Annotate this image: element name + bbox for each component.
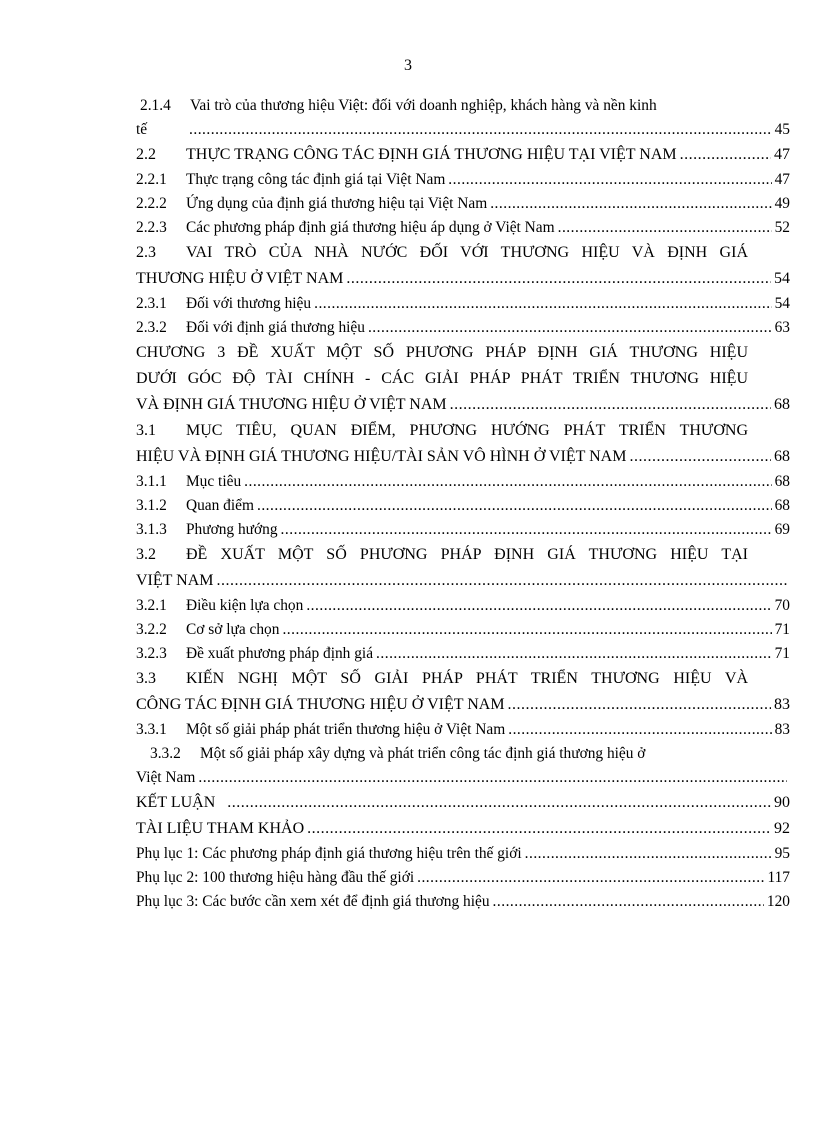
toc-entry-phu-luc-3[interactable]: [136, 890, 790, 914]
toc-page: 69: [774, 521, 790, 538]
dot-leader: [448, 168, 771, 192]
toc-title: CÔNG TÁC ĐỊNH GIÁ THƯƠNG HIỆU Ở VIỆT NAM: [136, 696, 505, 713]
toc-entry-2-3[interactable]: [136, 240, 790, 292]
toc-title: Đối với thương hiệu: [186, 295, 312, 312]
toc-number: 2.1.4: [140, 97, 171, 114]
toc-number: 2.3.1: [136, 295, 167, 312]
toc-title: tế: [136, 121, 148, 138]
dot-leader: [508, 718, 771, 742]
dot-leader: [216, 568, 787, 594]
toc-number: 3.2.1: [136, 597, 167, 614]
toc-number: 3.1.1: [136, 473, 167, 490]
toc-title: DƯỚI GÓC ĐỘ TÀI CHÍNH - CÁC GIẢI PHÁP PHÁT TRIỂN THƯƠNG HIỆU: [136, 370, 748, 387]
toc-title: TÀI LIỆU THAM KHẢO: [136, 820, 305, 837]
toc-page: 71: [774, 621, 790, 638]
toc-page: 68: [774, 473, 790, 490]
toc-title: Đối với định giá thương hiệu: [186, 319, 365, 336]
dot-leader: [346, 266, 771, 292]
toc-title: MỤC TIÊU, QUAN ĐIỂM, PHƯƠNG HƯỚNG PHÁT TRIỂN THƯƠNG: [186, 422, 748, 439]
toc-page: 63: [774, 319, 790, 336]
toc-number: 3.3.1: [136, 721, 167, 738]
toc-title: Điều kiện lựa chọn: [186, 597, 304, 614]
toc-entry-3-2-1[interactable]: [136, 594, 790, 618]
toc-number: 2.3: [136, 244, 156, 261]
toc-page: 83: [774, 721, 790, 738]
toc-title: Một số giải pháp phát triển thương hiệu ở Việt Nam: [186, 721, 506, 738]
toc-number: 3.1.2: [136, 497, 167, 514]
toc-page: 54: [774, 270, 790, 287]
toc-title: CHƯƠNG 3 ĐỀ XUẤT MỘT SỐ PHƯƠNG PHÁP ĐỊNH GIÁ THƯƠNG HIỆU: [136, 344, 748, 361]
toc-entry-3-3-1[interactable]: [136, 718, 790, 742]
toc-number: 2.3.2: [136, 319, 167, 336]
toc-page: 49: [774, 195, 790, 212]
toc-page: 90: [774, 794, 790, 811]
toc-page: 70: [774, 597, 790, 614]
toc-page: 83: [774, 696, 790, 713]
toc-entry-phu-luc-2[interactable]: [136, 866, 790, 890]
toc-entry-ket-luan[interactable]: [136, 790, 790, 816]
toc-title: Vai trò của thương hiệu Việt: đối với doanh nghiệp, khách hàng và nền kinh: [190, 97, 657, 114]
toc-entry-chapter-3[interactable]: [136, 340, 790, 418]
table-of-contents: [136, 94, 790, 914]
toc-entry-2-2[interactable]: [136, 142, 790, 168]
dot-leader: [558, 216, 772, 240]
toc-page: 71: [774, 645, 790, 662]
toc-number: 3.1.3: [136, 521, 167, 538]
toc-entry-tai-lieu[interactable]: [136, 816, 790, 842]
dot-leader: [368, 316, 772, 340]
toc-title: Các phương pháp định giá thương hiệu áp dụng ở Việt Nam: [186, 219, 555, 236]
toc-title: Mục tiêu: [186, 473, 242, 490]
toc-page: 95: [774, 845, 790, 862]
toc-title: Thực trạng công tác định giá tại Việt Nam: [186, 171, 446, 188]
toc-entry-2-3-2[interactable]: [136, 316, 790, 340]
toc-entry-2-2-3[interactable]: [136, 216, 790, 240]
toc-entry-phu-luc-1[interactable]: [136, 842, 790, 866]
toc-page: 47: [774, 171, 790, 188]
dot-leader: [198, 766, 787, 790]
dot-leader: [314, 292, 772, 316]
toc-entry-3-2[interactable]: [136, 542, 790, 594]
toc-number: 3.3.2: [150, 745, 181, 762]
toc-number: 2.2.1: [136, 171, 167, 188]
toc-page: 54: [774, 295, 790, 312]
toc-page: 117: [767, 869, 790, 886]
dot-leader: [493, 890, 764, 914]
dot-leader: [282, 618, 771, 642]
toc-page: 120: [766, 893, 790, 910]
toc-number: 3.2.2: [136, 621, 167, 638]
toc-title: KẾT LUẬN: [136, 794, 216, 811]
dot-leader: [376, 642, 772, 666]
toc-title: ĐỀ XUẤT MỘT SỐ PHƯƠNG PHÁP ĐỊNH GIÁ THƯƠNG HIỆU TẠI: [186, 546, 748, 563]
toc-entry-2-2-1[interactable]: [136, 168, 790, 192]
toc-title: THỰC TRẠNG CÔNG TÁC ĐỊNH GIÁ THƯƠNG HIỆU TẠI VIỆT NAM: [186, 146, 677, 163]
toc-entry-3-1[interactable]: [136, 418, 790, 470]
toc-page: 92: [774, 820, 790, 837]
toc-title: Ứng dụng của định giá thương hiệu tại Việt Nam: [186, 195, 488, 212]
toc-entry-3-1-3[interactable]: [136, 518, 790, 542]
toc-number: 3.2.3: [136, 645, 167, 662]
page-number: 3: [404, 57, 412, 74]
toc-entry-3-2-3[interactable]: [136, 642, 790, 666]
dot-leader: [490, 192, 771, 216]
dot-leader: [629, 444, 771, 470]
dot-leader: [306, 594, 771, 618]
toc-title: THƯƠNG HIỆU Ở VIỆT NAM: [136, 270, 344, 287]
toc-title: Phụ lục 2: 100 thương hiệu hàng đầu thế giới: [136, 869, 415, 886]
toc-entry-3-2-2[interactable]: [136, 618, 790, 642]
dot-leader: [417, 866, 764, 890]
dot-leader: [680, 142, 771, 168]
toc-title: VÀ ĐỊNH GIÁ THƯƠNG HIỆU Ở VIỆT NAM: [136, 396, 447, 413]
toc-page: 47: [774, 146, 790, 163]
toc-title: Việt Nam: [136, 769, 196, 786]
toc-entry-2-2-2[interactable]: [136, 192, 790, 216]
dot-leader: [307, 816, 771, 842]
toc-number: 2.2.2: [136, 195, 167, 212]
dot-leader: [244, 470, 771, 494]
toc-page: 52: [774, 219, 790, 236]
toc-page: 68: [774, 448, 790, 465]
toc-title: Phương hướng: [186, 521, 278, 538]
toc-number: 2.2: [136, 146, 156, 163]
toc-title: Đề xuất phương pháp định giá: [186, 645, 374, 662]
toc-number: 3.1: [136, 422, 156, 439]
toc-entry-2-3-1[interactable]: [136, 292, 790, 316]
toc-page: 68: [774, 497, 790, 514]
dot-leader: [281, 518, 772, 542]
toc-entry-2-1-4[interactable]: [136, 94, 790, 142]
toc-entry-3-3[interactable]: [136, 666, 790, 718]
dot-leader: [508, 692, 771, 718]
toc-title: HIỆU VÀ ĐỊNH GIÁ THƯƠNG HIỆU/TÀI SẢN VÔ HÌNH Ở VIỆT NAM: [136, 448, 627, 465]
toc-number: 3.3: [136, 670, 156, 687]
dot-leader: [189, 118, 772, 142]
dot-leader: [525, 842, 772, 866]
toc-number: 2.2.3: [136, 219, 167, 236]
toc-number: 3.2: [136, 546, 156, 563]
toc-title: Một số giải pháp xây dựng và phát triển công tác định giá thương hiệu ở: [200, 745, 646, 762]
toc-entry-3-3-2[interactable]: [136, 742, 790, 790]
toc-entry-3-1-2[interactable]: [136, 494, 790, 518]
toc-title: KIẾN NGHỊ MỘT SỐ GIẢI PHÁP PHÁT TRIỂN THƯƠNG HIỆU VÀ: [186, 670, 748, 687]
toc-page: 45: [774, 121, 790, 138]
toc-page: 68: [774, 396, 790, 413]
toc-title: Quan điểm: [186, 497, 254, 514]
toc-title: VIỆT NAM: [136, 572, 214, 589]
dot-leader: [257, 494, 772, 518]
toc-title: Phụ lục 3: Các bước cần xem xét để định giá thương hiệu: [136, 893, 490, 910]
toc-title: VAI TRÒ CỦA NHÀ NƯỚC ĐỐI VỚI THƯƠNG HIỆU VÀ ĐỊNH GIÁ: [186, 244, 748, 261]
toc-entry-3-1-1[interactable]: [136, 470, 790, 494]
toc-title: Cơ sở lựa chọn: [186, 621, 280, 638]
toc-title: Phụ lục 1: Các phương pháp định giá thương hiệu trên thế giới: [136, 845, 522, 862]
dot-leader: [227, 790, 771, 816]
dot-leader: [450, 392, 771, 418]
